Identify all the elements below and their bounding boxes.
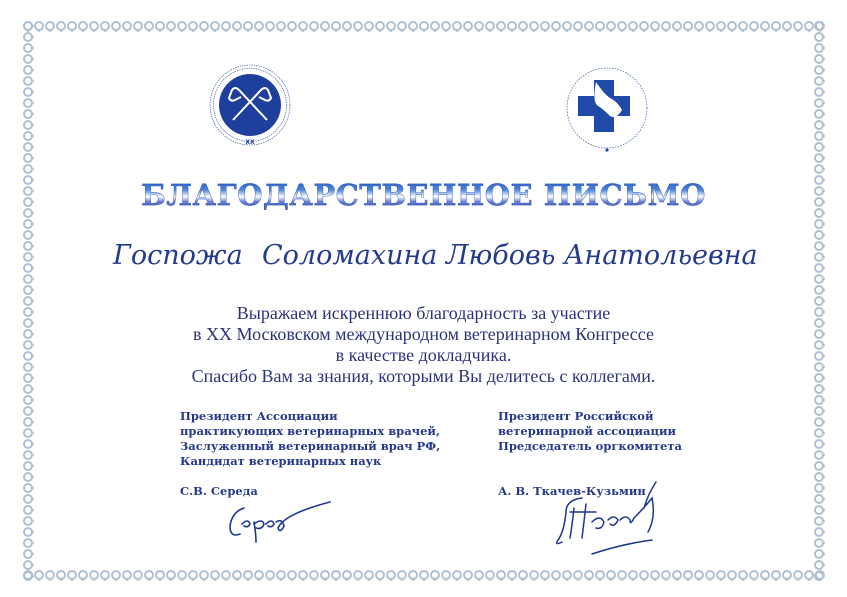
left-signatory-name: С.В. Середа [180,484,258,498]
certificate-title: БЛАГОДАРСТВЕННОЕ ПИСЬМО [0,178,847,212]
body-line: Выражаем искреннюю благодарность за участие [236,303,611,323]
title-line: Заслуженный ветеринарный врач РФ, [180,439,441,453]
title-line: Председатель оргкомитета [498,439,682,453]
recipient-name: Соломахина Любовь Анатольевна [262,240,758,271]
body-line: в качестве докладчика. [335,345,512,365]
ornamental-border-bottom [22,569,825,581]
title-line: Президент Ассоциации [180,409,338,423]
right-signature-icon [552,478,672,558]
title-line: Кандидат ветеринарных наук [180,454,382,468]
left-signature-icon [222,494,332,544]
left-signatory-title [180,409,440,469]
certificate-body [0,303,847,387]
body-line: Спасибо Вам за знания, которыми Вы делитесь с коллегами. [191,366,656,386]
ornamental-border-right [813,20,825,581]
right-signatory-name: А. В. Ткачев-Кузьмин [498,484,646,498]
right-signatory-title [498,409,682,454]
title-line: ветеринарной ассоциации [498,424,677,438]
congress-logo-icon [205,60,295,150]
title-line: Президент Российской [498,409,654,423]
ornamental-border-left [22,20,34,581]
title-line: практикующих ветеринарных врачей, [180,424,440,438]
svg-text:XX: XX [245,139,255,146]
body-line: в XX Московском международном ветеринарном Конгрессе [193,324,654,344]
ornamental-border-top [22,20,825,32]
recipient-honorific: Госпожа [113,240,243,271]
association-logo-icon [552,58,662,158]
